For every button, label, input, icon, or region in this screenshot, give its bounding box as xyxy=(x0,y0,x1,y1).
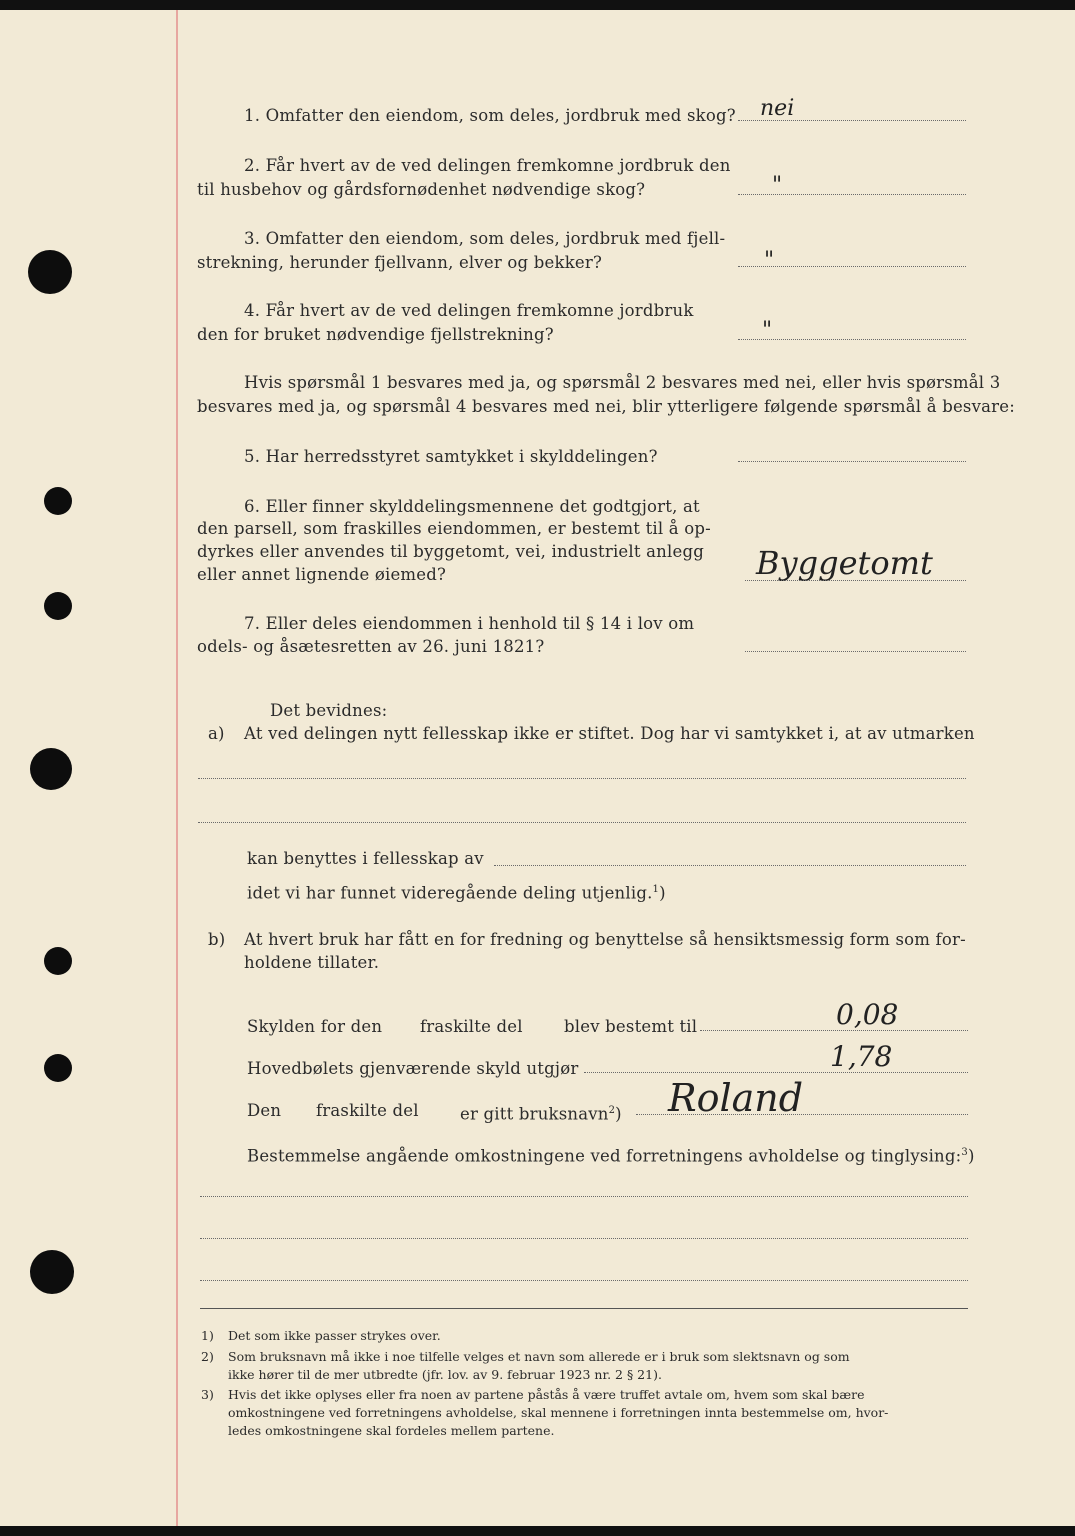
footnote-ref: 3 xyxy=(961,1147,968,1158)
certify-b-line1: At hvert bruk har fått en for fredning og benyttelse så hensiktsmessig form som for- xyxy=(244,930,966,949)
value-line xyxy=(700,1030,968,1031)
bruksnavn-label-a: Den xyxy=(247,1101,282,1120)
certify-b-label: b) xyxy=(208,930,226,949)
blank-line xyxy=(494,865,966,866)
question-4-line2: den for bruket nødvendige fjellstrekning? xyxy=(197,325,554,344)
binder-hole xyxy=(44,947,72,975)
binder-hole xyxy=(30,748,72,790)
binder-hole xyxy=(44,1054,72,1082)
footnote-1-mark: 1) xyxy=(201,1328,214,1343)
question-4-line1: 4. Får hvert av de ved delingen fremkomne jordbruk xyxy=(244,301,694,320)
scan-bottom-border xyxy=(0,1526,1075,1536)
certify-a-line3: kan benyttes i fellesskap av xyxy=(247,849,484,868)
condition-line2: besvares med ja, og spørsmål 4 besvares med nei, blir ytterligere følgende spørsmål å besvare: xyxy=(197,397,1015,416)
certify-intro: Det bevidnes: xyxy=(270,701,388,720)
answer-line xyxy=(738,194,966,195)
certify-b-line2: holdene tillater. xyxy=(244,953,380,972)
scan-top-border xyxy=(0,0,1075,10)
answer-4: " xyxy=(762,318,773,343)
footnote-3-line1: Hvis det ikke oplyses eller fra noen av partene påstås å være truffet avtale om, hvem som skal bære xyxy=(228,1387,865,1402)
blank-line xyxy=(198,822,966,823)
question-6-line4: eller annet lignende øiemed? xyxy=(197,565,447,584)
footnote-2-line1: Som bruksnavn må ikke i noe tilfelle velges et navn som allerede er i bruk som slektsnavn og som xyxy=(228,1349,850,1364)
footnote-separator xyxy=(200,1308,968,1309)
footnote-ref: 2 xyxy=(608,1105,616,1116)
bruksnavn-label-text: er gitt bruksnavn xyxy=(460,1104,609,1124)
answer-line xyxy=(738,120,966,121)
bruksnavn-label-b: fraskilte del xyxy=(316,1101,419,1120)
footnote-2-line2: ikke hører til de mer utbredte (jfr. lov. av 9. februar 1923 nr. 2 § 21). xyxy=(228,1367,662,1382)
skyld-label-c: blev bestemt til xyxy=(564,1017,698,1036)
footnote-3-line3: ledes omkostningene skal fordeles mellem partene. xyxy=(228,1423,555,1438)
document-page xyxy=(0,10,1075,1526)
bruksnavn-label-c: er gitt bruksnavn$^2$) xyxy=(460,1104,622,1124)
question-7-line2: odels- og åsætesretten av 26. juni 1821? xyxy=(197,637,545,656)
question-1: 1. Omfatter den eiendom, som deles, jordbruk med skog? xyxy=(244,106,736,125)
question-6-line1: 6. Eller finner skylddelingsmennene det godtgjort, at xyxy=(244,497,700,516)
margin-rule xyxy=(176,10,178,1526)
answer-1: nei xyxy=(760,96,795,121)
hovedbol-value: 1,78 xyxy=(830,1040,893,1073)
answer-line xyxy=(738,339,966,340)
certify-a-line4-text: idet vi har funnet videregående deling utjenlig. xyxy=(247,883,653,903)
answer-line xyxy=(738,461,966,462)
skyld-label-b: fraskilte del xyxy=(420,1017,523,1036)
blank-line xyxy=(200,1280,968,1281)
question-2-line1: 2. Får hvert av de ved delingen fremkomne jordbruk den xyxy=(244,156,731,175)
question-2-line2: til husbehov og gårdsfornødenhet nødvendige skog? xyxy=(197,180,646,199)
blank-line xyxy=(200,1238,968,1239)
skyld-label-a: Skylden for den xyxy=(247,1017,383,1036)
answer-6: Byggetomt xyxy=(756,544,933,582)
footnote-1: Det som ikke passer strykes over. xyxy=(228,1328,441,1343)
question-5: 5. Har herredsstyret samtykket i skylddelingen? xyxy=(244,447,658,466)
question-6-line3: dyrkes eller anvendes til byggetomt, vei, industrielt anlegg xyxy=(197,542,704,561)
certify-a-line4: idet vi har funnet videregående deling utjenlig.$^1$) xyxy=(247,883,666,903)
question-3-line2: strekning, herunder fjellvann, elver og bekker? xyxy=(197,253,602,272)
value-line xyxy=(584,1072,968,1073)
hovedbol-label: Hovedbølets gjenværende skyld utgjør xyxy=(247,1059,579,1078)
blank-line xyxy=(200,1196,968,1197)
omkostning-label: Bestemmelse angående omkostningene ved forretningens avholdelse og tinglysing:$^3$) xyxy=(247,1146,975,1166)
footnote-2-mark: 2) xyxy=(201,1349,214,1364)
value-line xyxy=(636,1114,968,1115)
blank-line xyxy=(198,778,966,779)
omkostning-text: Bestemmelse angående omkostningene ved forretningens avholdelse og tinglysing: xyxy=(247,1146,962,1166)
bruksnavn-value: Roland xyxy=(668,1076,804,1120)
footnote-3-mark: 3) xyxy=(201,1387,214,1402)
answer-3: " xyxy=(764,248,775,273)
answer-line xyxy=(745,580,966,581)
binder-hole xyxy=(28,250,72,294)
answer-line xyxy=(745,651,966,652)
footnote-3-line2: omkostningene ved forretningens avholdelse, skal mennene i forretningen innta bestemmelse om, hvor- xyxy=(228,1405,889,1420)
certify-a-label: a) xyxy=(208,724,225,743)
binder-hole xyxy=(44,592,72,620)
answer-2: " xyxy=(772,173,783,198)
question-7-line1: 7. Eller deles eiendommen i henhold til § 14 i lov om xyxy=(244,614,695,633)
binder-hole xyxy=(44,487,72,515)
binder-hole xyxy=(30,1250,74,1294)
footnote-ref: 1 xyxy=(652,884,660,895)
question-3-line1: 3. Omfatter den eiendom, som deles, jordbruk med fjell- xyxy=(244,229,726,248)
certify-a-text: At ved delingen nytt fellesskap ikke er stiftet. Dog har vi samtykket i, at av utmarken xyxy=(244,724,975,743)
answer-line xyxy=(738,266,966,267)
condition-line1: Hvis spørsmål 1 besvares med ja, og spørsmål 2 besvares med nei, eller hvis spørsmål 3 xyxy=(244,373,1001,392)
question-6-line2: den parsell, som fraskilles eiendommen, er bestemt til å op- xyxy=(197,519,711,538)
skyld-value: 0,08 xyxy=(836,998,899,1031)
